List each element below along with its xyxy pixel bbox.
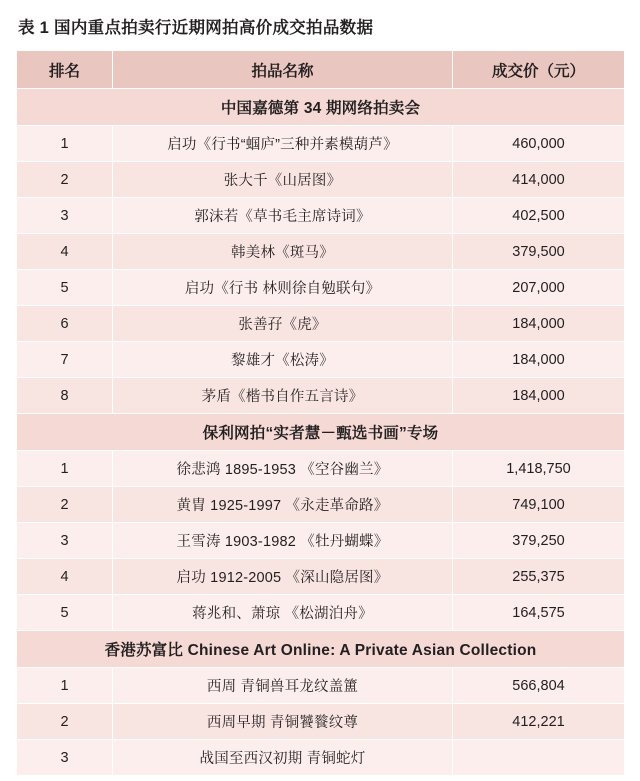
section-title: 中国嘉德第 34 期网络拍卖会	[17, 89, 625, 126]
table-caption: 表 1 国内重点拍卖行近期网拍高价成交拍品数据	[18, 19, 374, 37]
section-title: 保利网拍“实者慧－甄选书画”专场	[17, 414, 625, 451]
cell-name: 茅盾《楷书自作五言诗》	[113, 378, 453, 414]
cell-rank: 2	[17, 704, 113, 740]
cell-price: 460,000	[453, 126, 625, 162]
cell-name: 战国至西汉初期 青铜蛇灯	[113, 740, 453, 776]
cell-rank: 4	[17, 234, 113, 270]
cell-name: 郭沫若《草书毛主席诗词》	[113, 198, 453, 234]
column-header-name: 拍品名称	[113, 51, 453, 89]
cell-name: 黄胄 1925-1997 《永走革命路》	[113, 487, 453, 523]
cell-rank: 2	[17, 162, 113, 198]
table-row	[17, 234, 625, 270]
cell-name: 蒋兆和、萧琼 《松湖泊舟》	[113, 595, 453, 631]
cell-price: 379,250	[453, 523, 625, 559]
cell-name: 张大千《山居图》	[113, 162, 453, 198]
table-header-row	[17, 51, 625, 89]
cell-price	[453, 740, 625, 776]
cell-name: 西周早期 青铜饕餮纹尊	[113, 704, 453, 740]
cell-rank: 3	[17, 198, 113, 234]
cell-price: 184,000	[453, 342, 625, 378]
cell-rank: 7	[17, 342, 113, 378]
table-row	[17, 559, 625, 595]
column-header-rank: 排名	[17, 51, 113, 89]
table-row	[17, 704, 625, 740]
table-body	[17, 89, 625, 776]
cell-name: 徐悲鸿 1895-1953 《空谷幽兰》	[113, 451, 453, 487]
table-row	[17, 270, 625, 306]
table-row	[17, 342, 625, 378]
cell-rank: 3	[17, 740, 113, 776]
cell-name: 启功《行书“蝈庐”三种并素模葫芦》	[113, 126, 453, 162]
cell-rank: 5	[17, 270, 113, 306]
cell-price: 414,000	[453, 162, 625, 198]
cell-name: 王雪涛 1903-1982 《牡丹蝴蝶》	[113, 523, 453, 559]
cell-price: 402,500	[453, 198, 625, 234]
table-header	[17, 51, 625, 89]
column-header-price: 成交价（元）	[453, 51, 625, 89]
cell-rank: 1	[17, 126, 113, 162]
cell-name: 启功《行书 林则徐自勉联句》	[113, 270, 453, 306]
table-row	[17, 306, 625, 342]
auction-data-table	[16, 50, 625, 776]
cell-rank: 2	[17, 487, 113, 523]
cell-name: 黎雄才《松涛》	[113, 342, 453, 378]
cell-price: 255,375	[453, 559, 625, 595]
cell-rank: 1	[17, 451, 113, 487]
table-row	[17, 378, 625, 414]
table-row	[17, 740, 625, 776]
cell-name: 张善孖《虎》	[113, 306, 453, 342]
cell-rank: 4	[17, 559, 113, 595]
cell-price: 749,100	[453, 487, 625, 523]
cell-price: 379,500	[453, 234, 625, 270]
section-header-row	[17, 631, 625, 668]
cell-price: 164,575	[453, 595, 625, 631]
table-row	[17, 487, 625, 523]
cell-rank: 5	[17, 595, 113, 631]
table-row	[17, 595, 625, 631]
table-row	[17, 523, 625, 559]
cell-name: 西周 青铜兽耳龙纹盖簠	[113, 668, 453, 704]
section-header-row	[17, 414, 625, 451]
cell-price: 184,000	[453, 306, 625, 342]
cell-rank: 6	[17, 306, 113, 342]
cell-name: 韩美林《斑马》	[113, 234, 453, 270]
cell-name: 启功 1912-2005 《深山隐居图》	[113, 559, 453, 595]
cell-price: 1,418,750	[453, 451, 625, 487]
table-row	[17, 162, 625, 198]
cell-price: 184,000	[453, 378, 625, 414]
table-row	[17, 126, 625, 162]
table-row	[17, 451, 625, 487]
section-header-row	[17, 89, 625, 126]
section-title: 香港苏富比 Chinese Art Online: A Private Asian Collection	[17, 631, 625, 668]
cell-price: 566,804	[453, 668, 625, 704]
table-row	[17, 668, 625, 704]
cell-rank: 3	[17, 523, 113, 559]
cell-rank: 1	[17, 668, 113, 704]
cell-rank: 8	[17, 378, 113, 414]
cell-price: 207,000	[453, 270, 625, 306]
table-row	[17, 198, 625, 234]
cell-price: 412,221	[453, 704, 625, 740]
